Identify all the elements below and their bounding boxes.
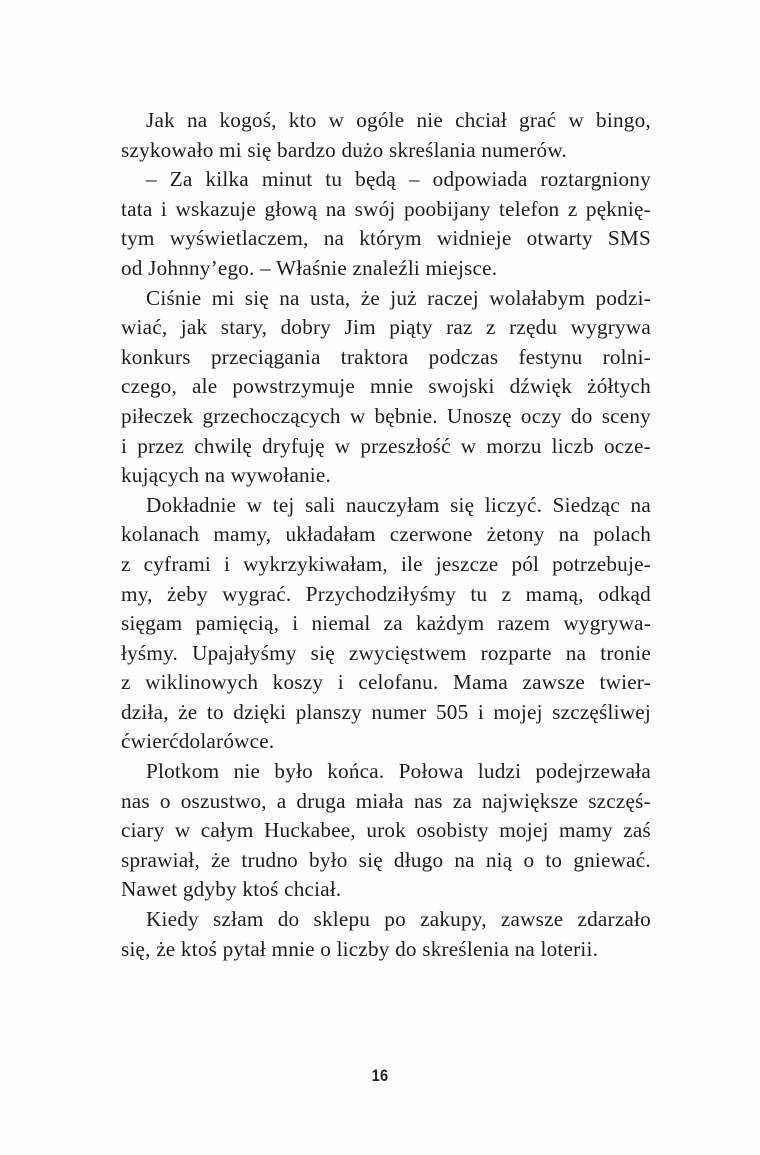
word: osobisty <box>416 818 489 843</box>
word: grzechoczących <box>202 403 341 428</box>
word: z <box>567 196 578 221</box>
text-line <box>121 372 651 402</box>
word: szczęś- <box>588 788 651 813</box>
word: z <box>501 581 512 606</box>
word: ogóle <box>356 108 405 132</box>
word: wygrywa <box>570 315 651 340</box>
word: w <box>568 108 584 132</box>
word: nas <box>121 788 150 813</box>
word: szłam <box>213 907 264 932</box>
word: czerwone <box>389 522 473 547</box>
word: sceny <box>601 403 651 428</box>
page-number: 16 <box>371 1066 389 1085</box>
word: – <box>408 167 420 192</box>
word: razem <box>497 611 551 636</box>
word: druga <box>296 788 346 813</box>
word: żetony <box>486 522 545 547</box>
text-line <box>121 668 651 698</box>
word: na <box>558 522 580 547</box>
paragraph <box>121 165 651 283</box>
word: było <box>274 759 313 784</box>
text-line: kujących na wywołanie. <box>121 463 331 488</box>
word: będą <box>355 167 396 192</box>
word: przez <box>137 433 185 458</box>
word: twier- <box>599 670 651 695</box>
word: że <box>211 847 231 872</box>
word: kogoś, <box>219 108 277 132</box>
text-line <box>121 195 651 225</box>
text-line: ćwierćdolarówce. <box>121 729 275 754</box>
word: każdym <box>415 611 485 636</box>
word: minut <box>261 167 313 192</box>
text-line <box>121 313 651 343</box>
word: z <box>486 315 496 340</box>
word: ocze- <box>603 433 651 458</box>
word: w <box>334 433 351 458</box>
word: oszustwo, <box>180 788 267 813</box>
word: pęknię- <box>585 196 651 221</box>
word: w <box>328 108 345 132</box>
text-line <box>121 846 651 876</box>
word: piłeczek <box>121 403 194 428</box>
word: długo <box>393 847 444 872</box>
word: na <box>630 492 651 517</box>
word: niemal <box>311 611 371 636</box>
word: urok <box>366 818 407 843</box>
text-line: od Johnny’ego. – Właśnie znaleźli miejsce. <box>121 255 498 280</box>
word: piąty <box>389 315 433 340</box>
word: planszy <box>295 699 362 724</box>
text-line <box>121 905 651 935</box>
word: roztargniony <box>540 167 651 192</box>
word: bingo, <box>596 108 651 132</box>
word: dryfuję <box>262 433 325 458</box>
word: układałam <box>285 522 376 547</box>
word: zdarzało <box>577 907 651 932</box>
text-line <box>121 284 651 314</box>
word: czego, <box>121 374 177 399</box>
word: Plotkom <box>146 759 220 784</box>
word: my, <box>121 581 153 606</box>
word: o <box>159 788 171 813</box>
word: odkąd <box>598 581 651 606</box>
word: grać <box>519 108 557 132</box>
word: poobijany <box>403 196 491 221</box>
word: Jak <box>146 108 175 132</box>
word: podczas <box>428 344 499 369</box>
text-line <box>121 402 651 432</box>
word: tronie <box>600 640 651 665</box>
word: na <box>186 108 208 132</box>
word: wolałabym <box>489 285 586 310</box>
word: na <box>454 847 475 872</box>
word: polach <box>593 522 651 547</box>
word: raz <box>446 315 473 340</box>
word: za <box>452 788 472 813</box>
word: mojej <box>493 699 543 724</box>
paragraph <box>121 284 651 491</box>
word: ale <box>192 374 218 399</box>
word: do <box>570 403 593 428</box>
paragraph <box>121 757 651 905</box>
word: zawsze <box>500 907 564 932</box>
word: swojski <box>428 374 495 399</box>
word: pamięcią, <box>195 611 280 636</box>
text-line: się, że ktoś pytał mnie o liczby do skreślenia na loterii. <box>121 936 599 961</box>
word: szczęśliwej <box>552 699 651 724</box>
word: swój <box>354 196 396 221</box>
word: numer <box>371 699 427 724</box>
word: Połowa <box>398 759 464 784</box>
word: chciał <box>455 108 507 132</box>
word: stary, <box>220 315 268 340</box>
word: że <box>178 699 198 724</box>
word: widnieje <box>436 226 512 251</box>
word: rozparte <box>480 640 552 665</box>
text-line <box>121 816 651 846</box>
text-line <box>121 787 651 817</box>
word: nie <box>233 759 261 784</box>
word: i <box>292 611 299 636</box>
word: największe <box>481 788 579 813</box>
word: z <box>121 670 131 695</box>
word: jak <box>180 315 208 340</box>
word: zawsze <box>522 670 585 695</box>
word: Upajałyśmy <box>192 640 297 665</box>
word: się <box>244 285 269 310</box>
word: Huckabee, <box>264 818 356 843</box>
word: Kiedy <box>146 907 199 932</box>
word: było <box>309 847 348 872</box>
word: sięgam <box>121 611 183 636</box>
word: oczy <box>520 403 562 428</box>
word: Przychodziłyśmy <box>305 581 456 606</box>
text-line <box>121 639 651 669</box>
word: mojej <box>499 818 549 843</box>
word: na <box>325 196 347 221</box>
word: w <box>246 492 263 517</box>
word: podzi- <box>595 285 651 310</box>
word: wygrywa- <box>563 611 651 636</box>
text-line <box>121 609 651 639</box>
word: celofanu. <box>358 670 439 695</box>
word: na <box>323 226 345 251</box>
word: ciary <box>121 818 165 843</box>
word: już <box>390 285 417 310</box>
word: tej <box>272 492 295 517</box>
word: pól <box>511 551 540 576</box>
word: wyświetlaczem, <box>169 226 309 251</box>
word: Ciśnie <box>146 285 202 310</box>
word: za <box>383 611 403 636</box>
word: kolanach <box>121 522 200 547</box>
word: w <box>460 433 477 458</box>
word: trudno <box>241 847 298 872</box>
word: koszy <box>272 670 324 695</box>
word: dzięki <box>233 699 287 724</box>
word: sprawiał, <box>121 847 200 872</box>
word: i <box>160 196 167 221</box>
word: wygrać. <box>222 581 292 606</box>
word: się <box>450 492 475 517</box>
word: mamy <box>558 818 613 843</box>
word: mnie <box>370 374 414 399</box>
word: i <box>224 551 231 576</box>
word: tu <box>325 167 343 192</box>
word: raczej <box>427 285 479 310</box>
word: którym <box>359 226 422 251</box>
word: przeszłość <box>360 433 451 458</box>
word: powstrzymuje <box>232 374 355 399</box>
paragraph <box>121 905 651 964</box>
word: telefon <box>499 196 560 221</box>
paragraph <box>121 106 651 165</box>
word: liczyć. <box>484 492 543 517</box>
text-line <box>121 432 651 462</box>
word: ludzi <box>477 759 522 784</box>
word: chwilę <box>194 433 252 458</box>
word: Jim <box>344 315 376 340</box>
word: do <box>277 907 300 932</box>
word: w <box>174 818 191 843</box>
word: mamą, <box>525 581 584 606</box>
word: zaś <box>623 818 651 843</box>
word: a <box>276 788 287 813</box>
word: po <box>384 907 406 932</box>
word: dziła, <box>121 699 169 724</box>
text-line: szykowało mi się bardzo dużo skreślania numerów. <box>121 137 567 162</box>
word: żeby <box>167 581 208 606</box>
word: żółtych <box>587 374 651 399</box>
word: otwarty <box>526 226 593 251</box>
word: o <box>523 847 535 872</box>
word: rolni- <box>602 344 651 369</box>
word: łyśmy. <box>121 640 178 665</box>
body-text-block <box>121 106 651 964</box>
word: tata <box>121 196 153 221</box>
word: Siedząc <box>552 492 621 517</box>
word: że <box>360 285 380 310</box>
text-line <box>121 224 651 254</box>
word: festynu <box>518 344 583 369</box>
word: na <box>565 640 587 665</box>
word: kto <box>288 108 317 132</box>
word: kilka <box>205 167 249 192</box>
word: dobry <box>280 315 332 340</box>
word: wiać, <box>121 315 168 340</box>
word: wiklinowych <box>145 670 259 695</box>
word: z <box>121 551 131 576</box>
word: tu <box>470 581 488 606</box>
word: bębnie. <box>374 403 438 428</box>
text-line <box>121 580 651 610</box>
word: jeszcze <box>435 551 499 576</box>
word: SMS <box>607 226 651 251</box>
word: gniewać. <box>573 847 651 872</box>
word: tym <box>121 226 155 251</box>
word: i <box>337 670 344 695</box>
text-line <box>121 106 651 136</box>
word: w <box>349 403 366 428</box>
text-line <box>121 520 651 550</box>
word: się <box>358 847 383 872</box>
word: i <box>477 699 484 724</box>
text-line <box>121 343 651 373</box>
word: traktora <box>340 344 409 369</box>
word: sklepu <box>313 907 371 932</box>
word: nas <box>413 788 443 813</box>
word: Za <box>169 167 193 192</box>
word: końca. <box>327 759 385 784</box>
word: całym <box>200 818 254 843</box>
word: mi <box>211 285 235 310</box>
word: usta, <box>309 285 351 310</box>
text-line: Nawet gdyby ktoś chciał. <box>121 877 342 902</box>
word: mamy, <box>213 522 272 547</box>
word: wskazuje <box>175 196 256 221</box>
word: to <box>545 847 563 872</box>
word: sali <box>305 492 336 517</box>
word: dźwięk <box>509 374 573 399</box>
word: liczb <box>551 433 594 458</box>
word: morzu <box>486 433 542 458</box>
word: 505 <box>435 699 469 724</box>
word: się <box>310 640 335 665</box>
text-line <box>121 491 651 521</box>
word: zakupy, <box>420 907 487 932</box>
word: przeciągania <box>210 344 321 369</box>
word: na <box>279 285 300 310</box>
word: odpowiada <box>432 167 528 192</box>
word: Mama <box>453 670 508 695</box>
word: Dokładnie <box>146 492 237 517</box>
word: nauczyłam <box>345 492 440 517</box>
word: to <box>206 699 224 724</box>
word: wykrzykiwałam, <box>243 551 388 576</box>
word: podejrzewała <box>535 759 651 784</box>
word: nie <box>416 108 443 132</box>
text-line <box>121 550 651 580</box>
text-line <box>121 165 651 195</box>
paragraph <box>121 491 651 757</box>
word: Unoszę <box>446 403 512 428</box>
word: ile <box>400 551 423 576</box>
word: – <box>146 167 157 192</box>
word: zwycięstwem <box>348 640 467 665</box>
word: cyframi <box>143 551 212 576</box>
text-line <box>121 698 651 728</box>
text-line <box>121 757 651 787</box>
word: i <box>121 433 128 458</box>
word: głową <box>264 196 318 221</box>
word: nią <box>485 847 513 872</box>
word: miała <box>355 788 404 813</box>
word: konkurs <box>121 344 191 369</box>
word: potrzebuje- <box>552 551 651 576</box>
word: rzędu <box>509 315 558 340</box>
